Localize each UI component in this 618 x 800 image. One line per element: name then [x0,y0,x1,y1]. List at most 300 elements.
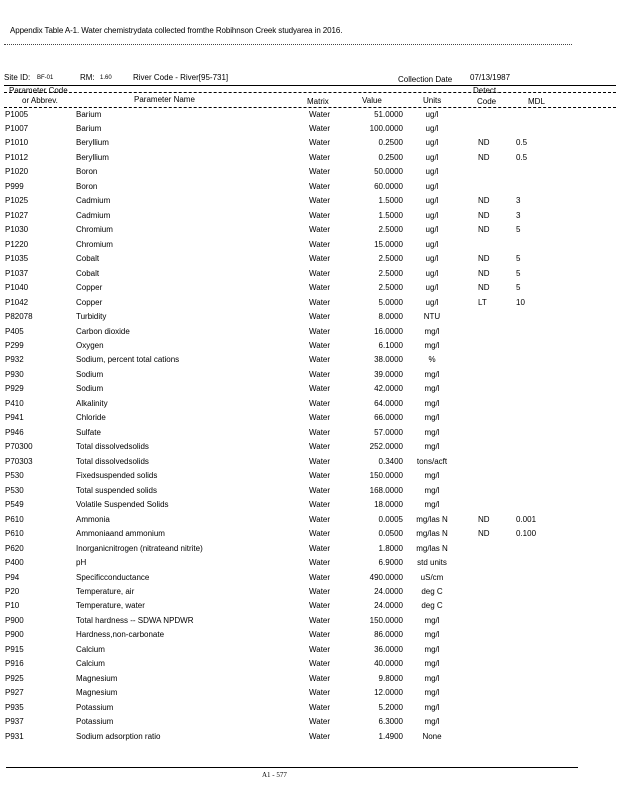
cell-param-code: P925 [5,673,24,683]
cell-param-code: P299 [5,341,24,351]
table-row [0,616,618,630]
cell-matrix: Water [309,500,331,510]
header-value: Value [362,96,382,105]
cell-matrix: Water [309,297,331,307]
cell-param-code: P1005 [5,109,29,119]
cell-value: 6.9000 [378,558,403,568]
cell-param-code: P1040 [5,283,29,293]
cell-param-code: P20 [5,587,20,596]
header-units: Units [423,96,442,105]
cell-param-name: Barium [76,109,102,119]
cell-mdl: 0.5 [516,152,528,162]
cell-param-name: Total dissolvedsolids [76,456,149,466]
cell-value: 57.0000 [374,427,403,437]
cell-matrix: Water [309,413,331,423]
cell-units: ug/l [425,283,439,293]
rm-value: 1.60 [100,75,112,81]
table-row [0,413,618,427]
table-row [0,558,618,572]
cell-value: 64.0000 [374,398,403,408]
cell-param-name: Chloride [76,413,106,423]
cell-matrix: Water [309,398,331,408]
table-row [0,341,618,355]
cell-detect-code: ND [478,254,490,264]
header-param-code: Parameter Code [9,86,68,95]
cell-mdl: 10 [516,297,525,307]
cell-mdl: 5 [516,254,521,264]
cell-matrix: Water [309,167,331,177]
table-row [0,399,618,413]
cell-param-name: Cobalt [76,268,100,278]
cell-matrix: Water [309,138,331,148]
cell-value: 86.0000 [374,630,403,640]
cell-matrix: Water [309,355,331,365]
cell-detect-code: LT [478,297,487,307]
cell-matrix: Water [309,587,331,596]
cell-param-code: P530 [5,485,24,495]
cell-mdl: 0.001 [516,514,537,524]
cell-mdl: 0.100 [516,529,537,539]
cell-param-code: P70303 [5,456,33,466]
cell-param-name: Sodium [76,369,104,379]
table-row [0,312,618,326]
cell-units: tons/acft [416,456,448,466]
cell-param-code: P405 [5,326,24,336]
cell-param-name: Temperature, water [76,601,145,611]
cell-matrix: Water [309,123,331,133]
table-row [0,124,618,138]
cell-matrix: Water [309,702,331,712]
table-row [0,529,618,543]
cell-value: 490.0000 [369,572,403,582]
cell-value: 38.0000 [374,355,403,365]
cell-param-code: P549 [5,500,24,510]
cell-units: ug/l [425,109,439,119]
cell-units: deg C [421,587,443,596]
cell-mdl: 3 [516,196,521,206]
cell-matrix: Water [309,717,331,727]
cell-mdl: 5 [516,225,521,235]
table-row [0,211,618,225]
collection-date-label: Collection Date [398,75,453,84]
cell-value: 150.0000 [369,471,403,481]
cell-param-name: Cadmium [76,210,111,220]
cell-param-code: P941 [5,413,24,423]
cell-matrix: Water [309,312,331,322]
table-row [0,225,618,239]
cell-matrix: Water [309,529,331,539]
cell-param-code: P530 [5,471,24,481]
cell-matrix: Water [309,644,331,654]
cell-param-code: P620 [5,543,24,553]
cell-param-name: Copper [76,297,103,307]
cell-value: 16.0000 [374,326,403,336]
cell-units: mg/l [424,471,440,481]
cell-value: 2.5000 [378,254,403,264]
table-row [0,587,618,601]
cell-matrix: Water [309,210,331,220]
cell-matrix: Water [309,254,331,264]
table-row [0,659,618,673]
cell-param-name: Boron [76,167,98,177]
cell-units: mg/l [424,659,440,669]
cell-param-code: P900 [5,630,24,640]
table-row [0,457,618,471]
header-matrix: Matrix [307,97,329,106]
cell-param-name: Calcium [76,659,105,669]
cell-units: mg/l [424,630,440,640]
table-row [0,544,618,558]
cell-units: mg/l [424,702,440,712]
table-row [0,486,618,500]
cell-param-name: Boron [76,181,98,191]
cell-value: 150.0000 [369,615,403,625]
cell-units: mg/l [424,384,440,394]
table-row [0,138,618,152]
table-row [0,601,618,615]
cell-units: mg/l [424,717,440,727]
table-row [0,298,618,312]
page-number: A1 - 577 [262,771,287,779]
cell-mdl: 5 [516,283,521,293]
table-row [0,384,618,398]
cell-param-code: P1010 [5,138,29,148]
cell-value: 0.0500 [378,529,403,539]
cell-detect-code: ND [478,152,490,162]
cell-param-name: Calcium [76,644,105,654]
cell-param-code: P1020 [5,167,29,177]
cell-param-code: P410 [5,398,24,408]
cell-param-name: Copper [76,283,103,293]
cell-value: 18.0000 [374,500,403,510]
cell-value: 24.0000 [374,587,403,596]
cell-param-code: P400 [5,558,24,568]
cell-matrix: Water [309,688,331,698]
cell-matrix: Water [309,427,331,437]
table-row [0,269,618,283]
cell-value: 60.0000 [374,181,403,191]
cell-param-code: P1037 [5,268,29,278]
cell-param-name: Sodium adsorption ratio [76,731,161,741]
cell-value: 168.0000 [369,485,403,495]
cell-param-name: Oxygen [76,341,104,351]
cell-param-name: Sulfate [76,427,101,437]
header-abbrev: or Abbrev. [22,96,58,105]
table-row [0,515,618,529]
cell-matrix: Water [309,384,331,394]
cell-param-code: P610 [5,529,24,539]
cell-units: None [422,731,442,741]
cell-param-name: Sodium [76,384,104,394]
cell-matrix: Water [309,558,331,568]
cell-units: mg/l [424,341,440,351]
cell-param-code: P916 [5,659,24,669]
cell-param-code: P931 [5,731,24,741]
cell-matrix: Water [309,268,331,278]
cell-matrix: Water [309,615,331,625]
cell-value: 2.5000 [378,283,403,293]
title-divider [4,44,572,45]
cell-param-name: Hardness,non-carbonate [76,630,165,640]
cell-detect-code: ND [478,138,490,148]
cell-matrix: Water [309,630,331,640]
cell-units: ug/l [425,152,439,162]
cell-units: mg/l [424,485,440,495]
cell-param-code: P1220 [5,239,29,249]
cell-param-name: Potassium [76,717,114,727]
cell-param-code: P930 [5,369,24,379]
table-row [0,688,618,702]
cell-units: std units [417,558,447,568]
cell-detect-code: ND [478,196,490,206]
cell-value: 15.0000 [374,239,403,249]
cell-value: 8.0000 [378,312,403,322]
cell-param-code: P1042 [5,297,29,307]
cell-units: mg/l [424,442,440,452]
cell-units: ug/l [425,254,439,264]
rm-label: RM: [80,73,95,82]
cell-units: deg C [421,601,443,611]
cell-units: ug/l [425,239,439,249]
cell-value: 1.8000 [378,543,403,553]
cell-units: mg/las N [416,514,448,524]
cell-param-code: P94 [5,572,20,582]
cell-units: mg/l [424,398,440,408]
cell-units: mg/l [424,369,440,379]
table-row [0,283,618,297]
cell-matrix: Water [309,152,331,162]
cell-param-code: P1035 [5,254,29,264]
table-row [0,732,618,746]
cell-param-code: P929 [5,384,24,394]
site-id-value: BF-01 [37,75,54,81]
cell-matrix: Water [309,601,331,611]
cell-value: 36.0000 [374,644,403,654]
table-row [0,717,618,731]
cell-matrix: Water [309,471,331,481]
cell-detect-code: ND [478,210,490,220]
cell-units: uS/cm [420,572,444,582]
cell-matrix: Water [309,181,331,191]
cell-param-code: P915 [5,644,24,654]
cell-param-name: Carbon dioxide [76,326,130,336]
cell-units: mg/l [424,413,440,423]
cell-units: mg/las N [416,543,448,553]
cell-units: ug/l [425,167,439,177]
cell-units: ug/l [425,225,439,235]
cell-mdl: 0.5 [516,138,528,148]
cell-matrix: Water [309,659,331,669]
cell-value: 2.5000 [378,268,403,278]
table-row [0,630,618,644]
cell-param-code: P937 [5,717,24,727]
table-row [0,240,618,254]
cell-param-code: P900 [5,615,24,625]
table-row [0,471,618,485]
cell-units: mg/l [424,326,440,336]
table-row [0,167,618,181]
cell-param-name: Inorganicnitrogen (nitrateand nitrite) [76,543,203,553]
cell-param-name: Total hardness -- SDWA NPDWR [76,615,194,625]
table-row [0,645,618,659]
cell-value: 5.0000 [378,297,403,307]
cell-param-name: Total suspended solids [76,485,157,495]
cell-units: ug/l [425,210,439,220]
cell-param-name: Magnesium [76,673,118,683]
cell-param-name: pH [76,558,87,568]
cell-param-code: P1025 [5,196,29,206]
cell-units: ug/l [425,138,439,148]
header-mdl: MDL [528,97,545,106]
cell-param-name: Beryllium [76,138,109,148]
table-row [0,442,618,456]
cell-value: 1.4900 [378,731,403,741]
cell-matrix: Water [309,283,331,293]
cell-param-code: P70300 [5,442,33,452]
cell-units: mg/l [424,500,440,510]
cell-param-name: Chromium [76,239,113,249]
cell-param-name: Beryllium [76,152,109,162]
cell-param-code: P935 [5,702,24,712]
cell-param-name: Barium [76,123,102,133]
header-dash-bottom [4,107,616,108]
table-row [0,254,618,268]
cell-units: mg/l [424,688,440,698]
cell-param-code: P999 [5,181,24,191]
cell-param-code: P946 [5,427,24,437]
cell-param-name: Cobalt [76,254,100,264]
cell-value: 24.0000 [374,601,403,611]
cell-matrix: Water [309,731,331,741]
cell-matrix: Water [309,369,331,379]
cell-units: mg/l [424,615,440,625]
cell-value: 9.8000 [378,673,403,683]
cell-value: 50.0000 [374,167,403,177]
cell-units: NTU [423,312,441,322]
cell-param-code: P610 [5,514,24,524]
cell-param-name: Fixedsuspended solids [76,471,158,481]
cell-value: 0.2500 [378,138,403,148]
cell-matrix: Water [309,341,331,351]
cell-detect-code: ND [478,225,490,235]
table-row [0,196,618,210]
table-row [0,327,618,341]
cell-detect-code: ND [478,268,490,278]
cell-param-name: Ammonia [76,514,110,524]
cell-units: mg/l [424,427,440,437]
cell-matrix: Water [309,456,331,466]
site-id-label: Site ID: [4,73,31,82]
cell-units: ug/l [425,181,439,191]
cell-units: ug/l [425,123,439,133]
footer-divider [6,767,578,768]
cell-param-name: Alkalinity [76,398,108,408]
cell-units: mg/l [424,673,440,683]
table-row [0,703,618,717]
cell-param-name: Cadmium [76,196,111,206]
cell-matrix: Water [309,109,331,119]
cell-matrix: Water [309,485,331,495]
cell-value: 42.0000 [374,384,403,394]
cell-value: 1.5000 [378,210,403,220]
cell-value: 39.0000 [374,369,403,379]
table-row [0,370,618,384]
cell-param-name: Magnesium [76,688,118,698]
header-detect: Detect. [473,86,499,95]
table-row [0,428,618,442]
cell-param-name: Turbidity [76,312,107,322]
cell-detect-code: ND [478,514,490,524]
cell-matrix: Water [309,442,331,452]
header-dash-top [4,92,616,93]
meta-divider [4,85,616,86]
table-row [0,182,618,196]
cell-param-code: P1030 [5,225,29,235]
cell-param-code: P82078 [5,312,33,322]
cell-value: 6.1000 [378,341,403,351]
cell-value: 51.0000 [374,109,403,119]
cell-value: 0.3400 [378,456,403,466]
cell-matrix: Water [309,572,331,582]
cell-units: ug/l [425,196,439,206]
table-row [0,153,618,167]
cell-units: % [428,355,436,365]
cell-matrix: Water [309,225,331,235]
cell-value: 1.5000 [378,196,403,206]
cell-matrix: Water [309,543,331,553]
cell-matrix: Water [309,239,331,249]
cell-matrix: Water [309,514,331,524]
cell-matrix: Water [309,673,331,683]
cell-units: mg/l [424,644,440,654]
cell-param-name: Total dissolvedsolids [76,442,149,452]
cell-param-code: P1027 [5,210,29,220]
cell-param-name: Volatile Suspended Solids [76,500,169,510]
cell-mdl: 3 [516,210,521,220]
river-code: River Code - River[95-731] [133,73,229,82]
cell-param-name: Chromium [76,225,113,235]
cell-value: 252.0000 [369,442,403,452]
cell-param-code: P927 [5,688,24,698]
cell-value: 0.0005 [378,514,403,524]
cell-param-name: Temperature, air [76,587,135,596]
cell-detect-code: ND [478,283,490,293]
table-title: Appendix Table A-1. Water chemistrydata collected fromthe Robihnson Creek studyarea in 2016. [10,26,343,35]
cell-value: 12.0000 [374,688,403,698]
cell-value: 6.3000 [378,717,403,727]
table-row [0,500,618,514]
cell-param-code: P1007 [5,123,29,133]
cell-param-code: P10 [5,601,20,611]
table-row [0,110,618,124]
cell-param-name: Sodium, percent total cations [76,355,180,365]
table-row [0,674,618,688]
cell-units: ug/l [425,268,439,278]
table-row [0,573,618,587]
cell-mdl: 5 [516,268,521,278]
cell-value: 66.0000 [374,413,403,423]
cell-param-name: Potassium [76,702,114,712]
cell-value: 5.2000 [378,702,403,712]
cell-value: 0.2500 [378,152,403,162]
cell-param-code: P932 [5,355,24,365]
header-detect-code: Code [477,97,497,106]
cell-matrix: Water [309,326,331,336]
cell-matrix: Water [309,196,331,206]
cell-units: mg/las N [416,529,448,539]
cell-param-name: Ammoniaand ammonium [76,529,165,539]
collection-date-value: 07/13/1987 [470,73,511,82]
